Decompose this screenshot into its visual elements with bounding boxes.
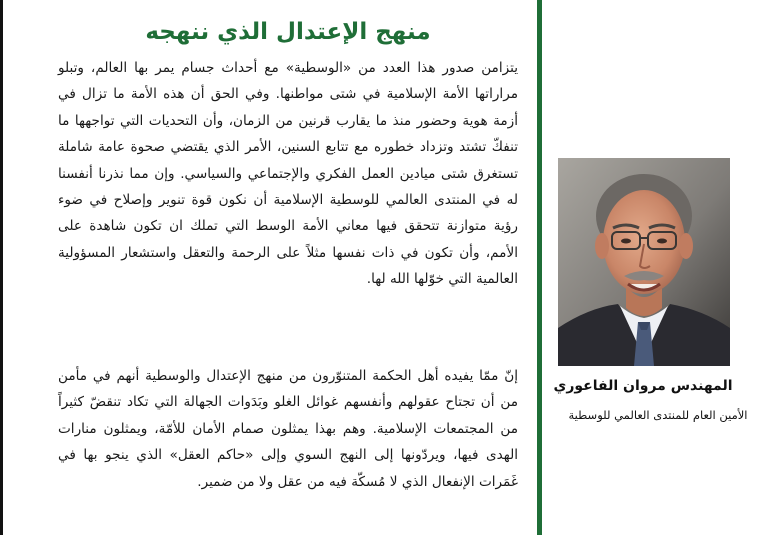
author-name: المهندس مروان الفاعوري: [553, 378, 733, 394]
body-paragraph-1: يتزامن صدور هذا العدد من «الوسطية» مع أحداث جسام يمر بها العالم، وتبلو مراراتها الأمة الإسلامية في شتى مواطنها. وفي الحق أن هذه الأمة ما تزال في أزمة هوية وحضور منذ ما يقارب قرنين من الزمان، وأن التحديات التي تواجهها ما تنفكّ تشتد وتزداد خطوره مع تتابع السنين، الأمر الذي يقتضي صحوة عامة شاملة تستغرق شتى ميادين العمل الفكري والإجتماعي والسياسي. وإن مما نذرنا أنفسنا له في المنتدى العالمي للوسطية الإسلامية أن نكون قوة تنوير وإصلاح في ضوء رؤية متوازنة تتحقق فيها معاني الأمة الوسط التي تملك ان تكون شاهدة على الأمم، وأن تكون في ذات نفسها مثلاً على الرحمة والتعقل واستشعار المسؤولية العالمية التي خوّلها الله لها.: [58, 60, 518, 288]
author-portrait: [558, 158, 730, 366]
green-divider-rule: [537, 0, 542, 535]
article-column: [58, 0, 518, 535]
headline: منهج الإعتدال الذي ننهجه: [145, 19, 431, 46]
body-paragraph-2: إنّ ممّا يفيده أهل الحكمة المتنوّرون من منهج الإعتدال والوسطية أنهم في مأمن من أن تجتاح عقولهم وأنفسهم غوائل الغلو وبَدَوات الجهالة التي تكاد تنقضّ كثيراً من المجتمعات الإسلامية. وهم بهذا يمثلون صمام الأمان للأمّة، ويمثلون منارات الهدى فيها، ويردّونها إلى النهج السوي وإلى «حاكم العقل» الذي ينجو بها في غَمَرات الإنفعال الذي لا مُسكّة فيه من عقل ولا من ضمير.: [58, 368, 518, 490]
left-border-rule: [0, 0, 3, 535]
author-role: الأمين العام للمنتدى العالمي للوسطية: [568, 408, 748, 422]
